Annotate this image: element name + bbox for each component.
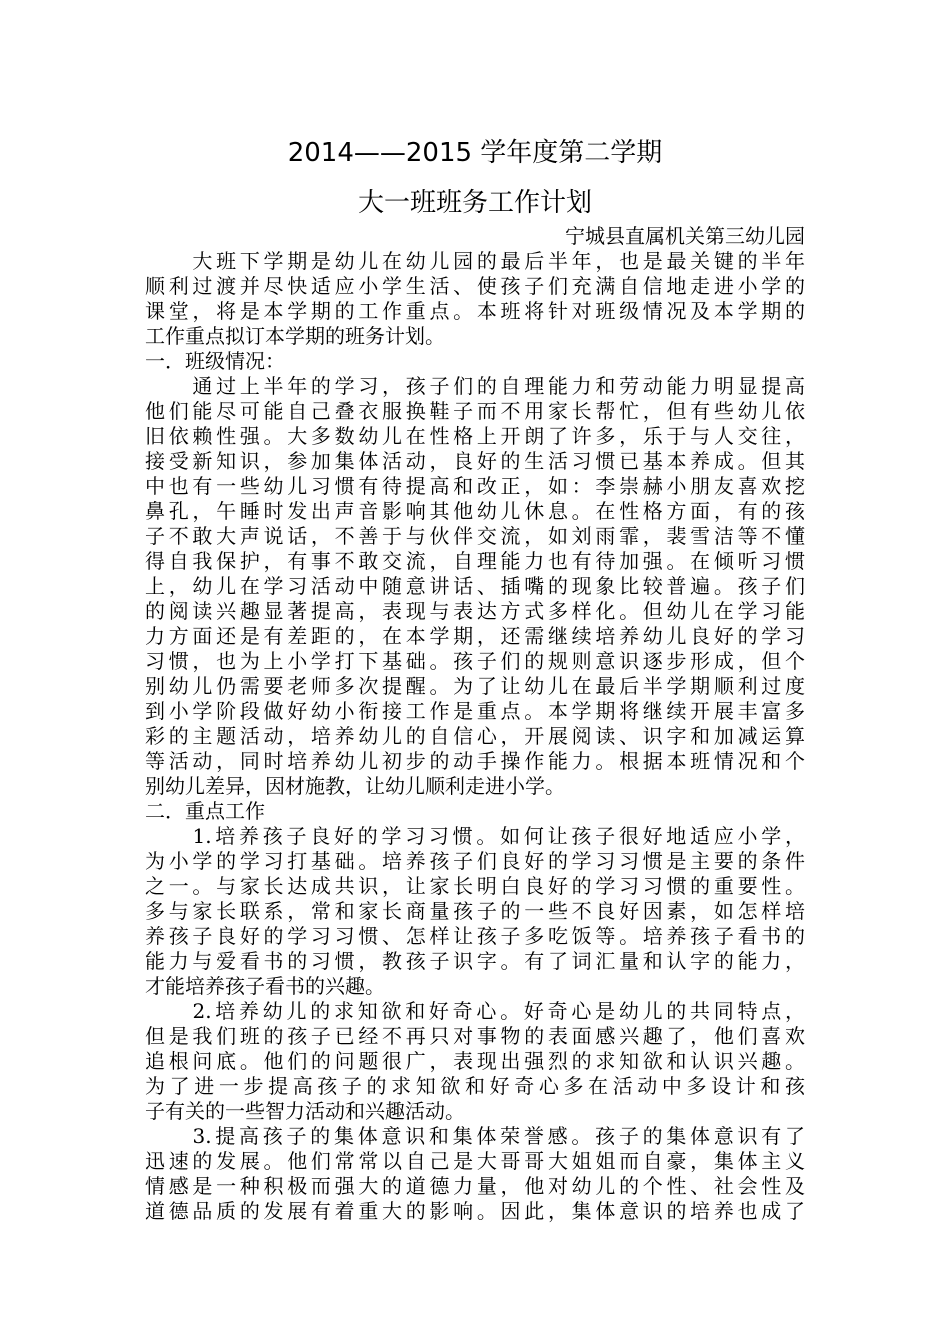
text-line: 子不敢大声说话，不善于与伙伴交流，如刘雨霏，裴雪洁等不懂	[145, 524, 805, 548]
text-line: 多与家长联系，常和家长商量孩子的一些不良好因素，如怎样培	[145, 899, 805, 923]
text-line: 养孩子良好的学习习惯、怎样让孩子多吃饭等。培养孩子看书的	[145, 924, 805, 948]
text-line: 彩的主题活动，培养幼儿的自信心，开展阅读、识字和加减运算	[145, 724, 805, 748]
text-line: 中也有一些幼儿习惯有待提高和改正，如：李崇赫小朋友喜欢挖	[145, 474, 805, 498]
text-line: 子有关的一些智力活动和兴趣活动。	[145, 1099, 465, 1123]
text-line: 力方面还是有差距的，在本学期，还需继续培养幼儿良好的学习	[145, 624, 805, 648]
document-title: 大一班班务工作计划	[357, 188, 592, 218]
text-line: 鼻孔，午睡时发出声音影响其他幼儿休息。在性格方面，有的孩	[145, 499, 805, 523]
text-line: 为了进一步提高孩子的求知欲和好奇心多在活动中多设计和孩	[145, 1074, 805, 1098]
section-heading-class-situation: 一．班级情况：	[145, 349, 285, 373]
text-line: 能力与爱看书的习惯，教孩子识字。有了词汇量和认字的能力，	[145, 949, 805, 973]
text-line: 道德品质的发展有着重大的影响。因此，集体意识的培养也成了	[145, 1199, 805, 1223]
text-line: 大班下学期是幼儿在幼儿园的最后半年，也是最关键的半年	[145, 249, 805, 273]
text-line: 追根问底。他们的问题很广，表现出强烈的求知欲和认识兴趣。	[145, 1049, 805, 1073]
text-line: 通过上半年的学习，孩子们的自理能力和劳动能力明显提高	[145, 374, 805, 398]
text-line: 为小学的学习打基础。培养孩子们良好的学习习惯是主要的条件	[145, 849, 805, 873]
text-line: 2.培养幼儿的求知欲和好奇心。好奇心是幼儿的共同特点，	[145, 999, 805, 1023]
section-heading-key-work: 二．重点工作	[145, 799, 265, 823]
text-line: 接受新知识，参加集体活动，良好的生活习惯已基本养成。但其	[145, 449, 805, 473]
text-line: 工作重点拟订本学期的班务计划。	[145, 324, 445, 348]
text-line: 别幼儿差异，因材施教，让幼儿顺利走进小学。	[145, 774, 565, 798]
text-line: 3.提高孩子的集体意识和集体荣誉感。孩子的集体意识有了	[145, 1124, 805, 1148]
text-line: 之一。与家长达成共识，让家长明白良好的学习习惯的重要性。	[145, 874, 805, 898]
text-line: 1.培养孩子良好的学习习惯。如何让孩子很好地适应小学，	[145, 824, 805, 848]
text-line: 课堂，将是本学期的工作重点。本班将针对班级情况及本学期的	[145, 299, 805, 323]
text-line: 到小学阶段做好幼小衔接工作是重点。本学期将继续开展丰富多	[145, 699, 805, 723]
text-line: 迅速的发展。他们常常以自己是大哥哥大姐姐而自豪，集体主义	[145, 1149, 805, 1173]
text-line: 等活动，同时培养幼儿初步的动手操作能力。根据本班情况和个	[145, 749, 805, 773]
text-line: 才能培养孩子看书的兴趣。	[145, 974, 385, 998]
text-line: 习惯，也为上小学打下基础。孩子们的规则意识逐步形成，但个	[145, 649, 805, 673]
text-line: 别幼儿仍需要老师多次提醒。为了让幼儿在最后半学期顺利过度	[145, 674, 805, 698]
organization-name: 宁城县直属机关第三幼儿园	[565, 224, 805, 248]
text-line: 得自我保护，有事不敢交流，自理能力也有待加强。在倾听习惯	[145, 549, 805, 573]
text-line: 顺利过渡并尽快适应小学生活、使孩子们充满自信地走进小学的	[145, 274, 805, 298]
text-line: 情感是一种积极而强大的道德力量，他对幼儿的个性、社会性及	[145, 1174, 805, 1198]
text-line: 的阅读兴趣显著提高，表现与表达方式多样化。但幼儿在学习能	[145, 599, 805, 623]
text-line: 但是我们班的孩子已经不再只对事物的表面感兴趣了，他们喜欢	[145, 1024, 805, 1048]
text-line: 旧依赖性强。大多数幼儿在性格上开朗了许多，乐于与人交往，	[145, 424, 805, 448]
document-title-year: 2014——2015 学年度第二学期	[287, 138, 663, 168]
text-line: 他们能尽可能自己叠衣服换鞋子而不用家长帮忙，但有些幼儿依	[145, 399, 805, 423]
text-line: 上，幼儿在学习活动中随意讲话、插嘴的现象比较普遍。孩子们	[145, 574, 805, 598]
